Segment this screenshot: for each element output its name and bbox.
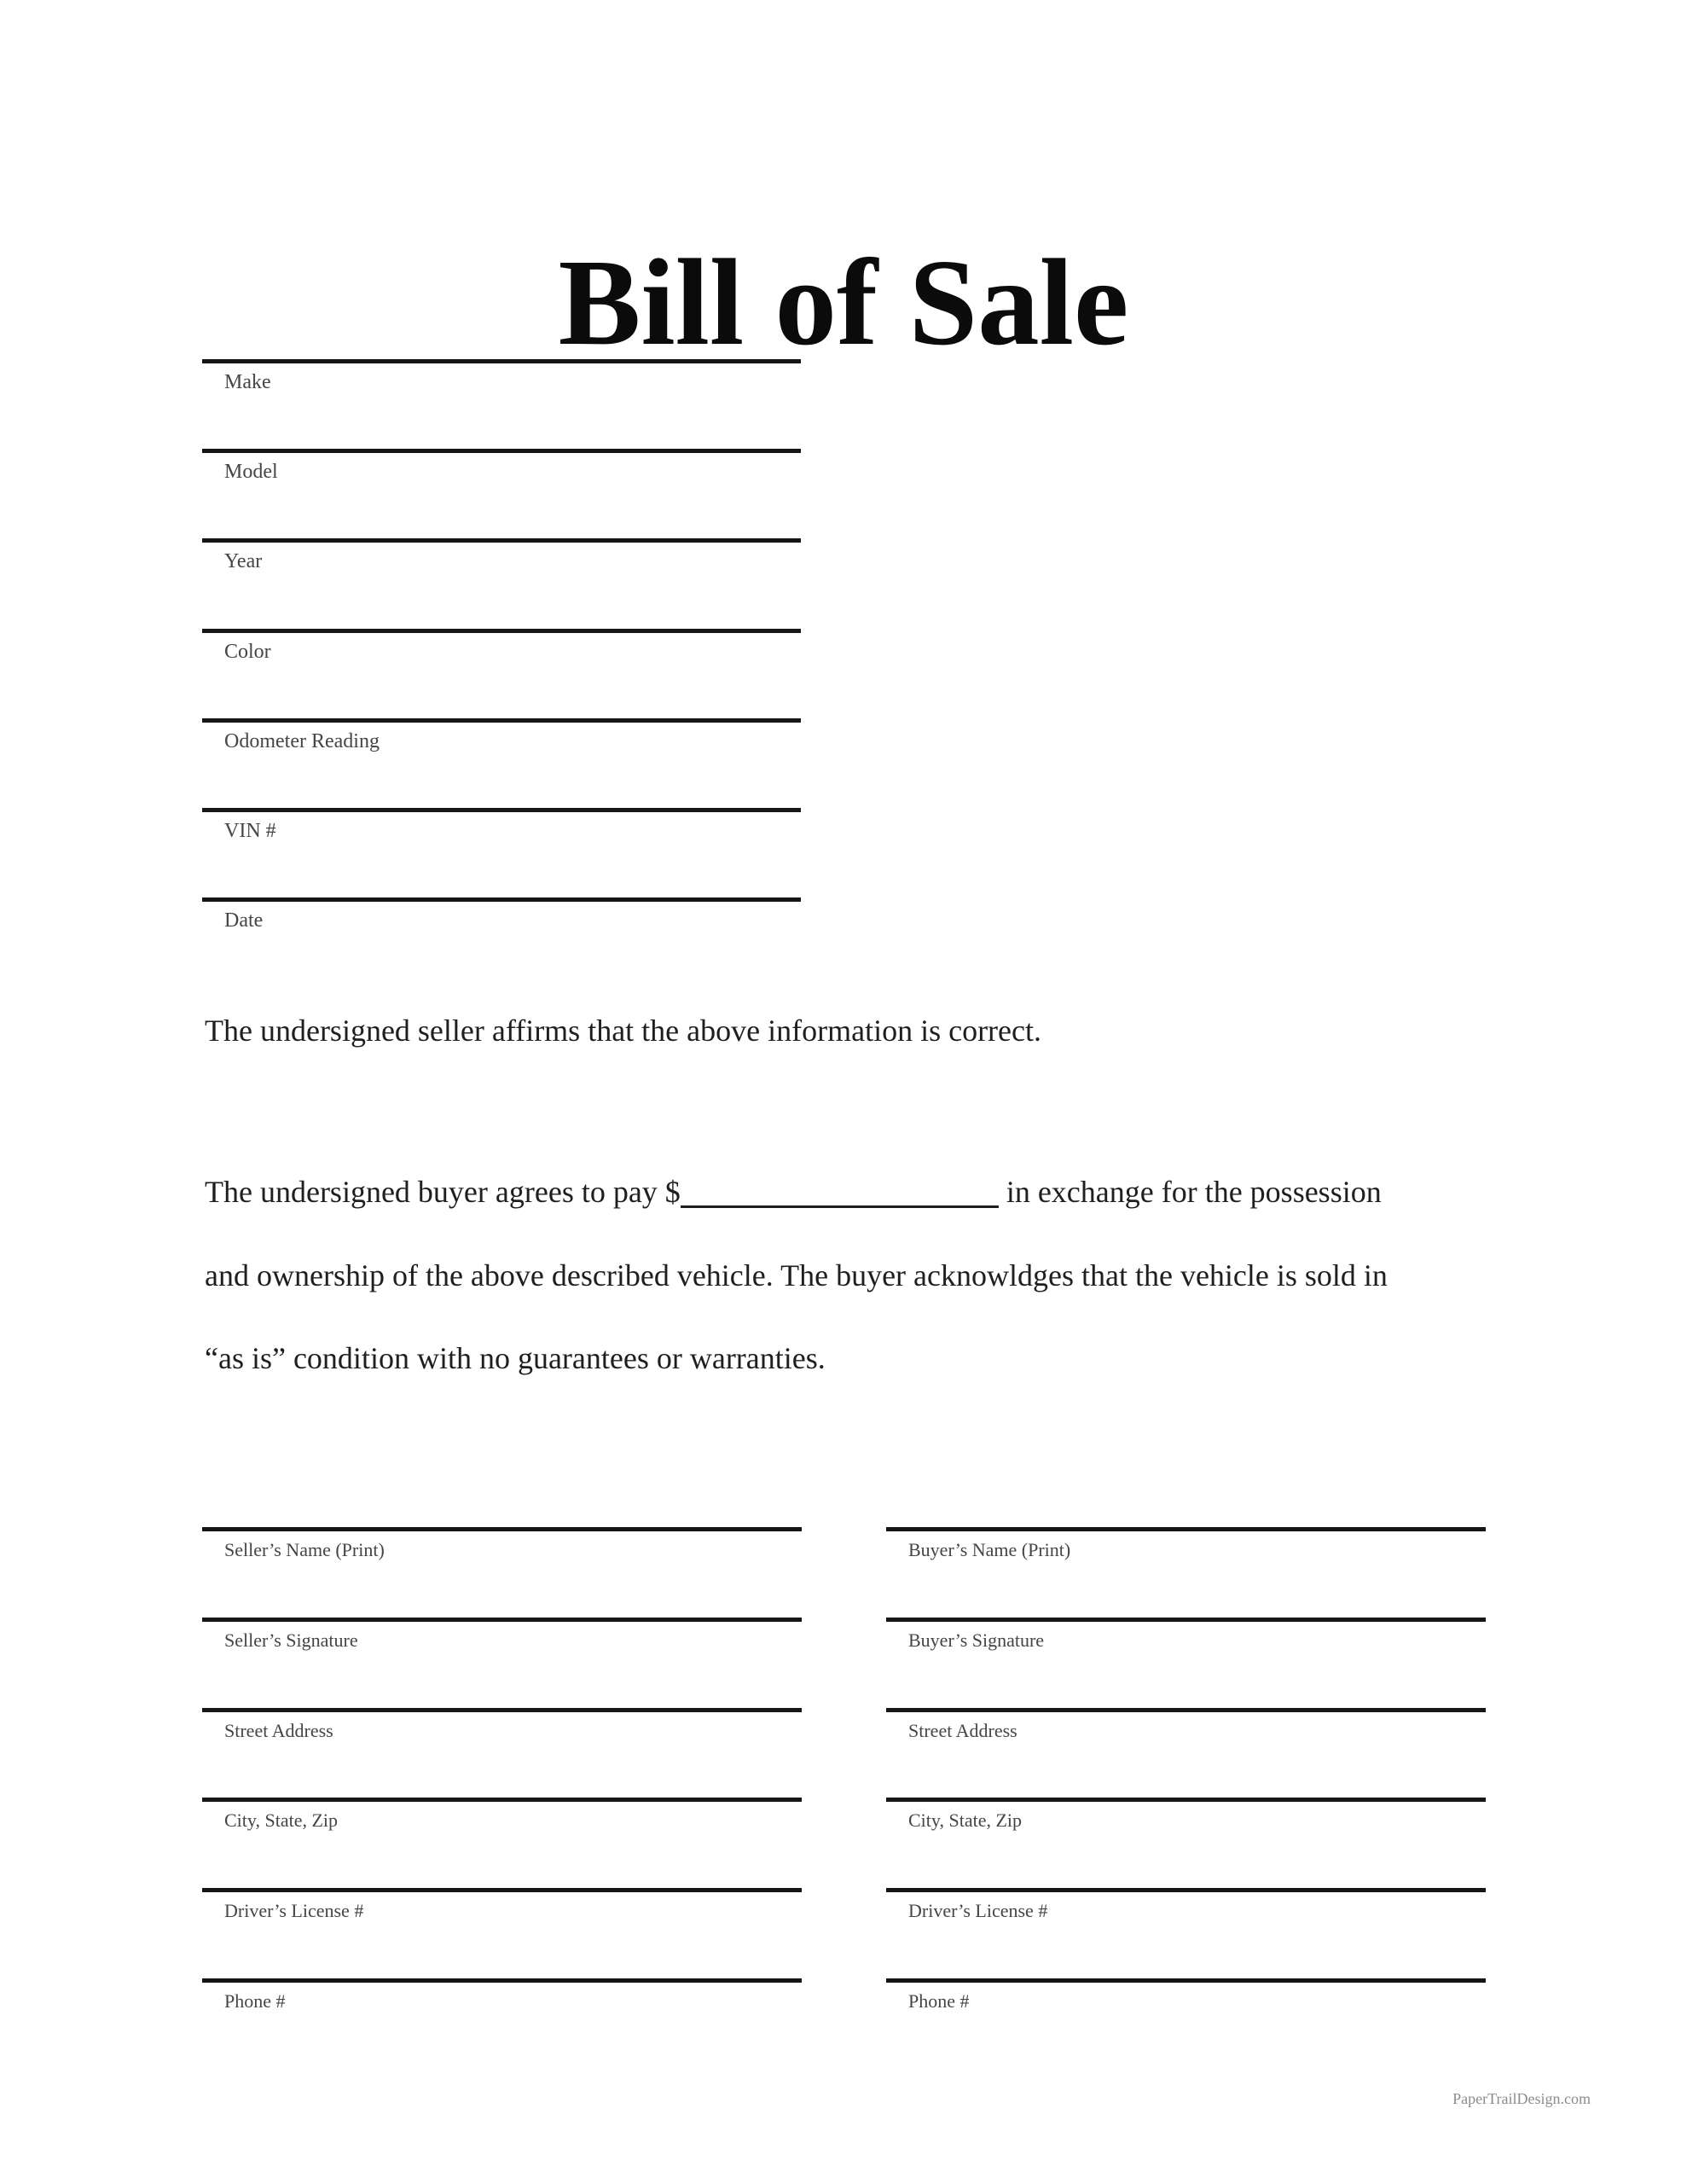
buyer-signature-write-area[interactable] [886, 1543, 1486, 1618]
footer-credit: PaperTrailDesign.com [1452, 2090, 1591, 2107]
seller-drivers-license-write-area[interactable] [202, 1814, 802, 1889]
buyer-drivers-license-write-area[interactable] [886, 1814, 1486, 1889]
seller-city-state-zip-label: City, State, Zip [224, 1809, 339, 1831]
buyer-signature-label: Buyer’s Signature [908, 1629, 1045, 1651]
year-write-area[interactable] [202, 464, 801, 539]
vin-write-area[interactable] [202, 734, 801, 809]
field-color-label: Color [224, 641, 271, 663]
buyer-drivers-license-label: Driver’s License # [908, 1900, 1048, 1921]
buyer-street-address-write-area[interactable] [886, 1634, 1486, 1709]
seller-signature-write-area[interactable] [202, 1543, 802, 1618]
document-title: Bill of Sale [558, 235, 1129, 372]
seller-name-label: Seller’s Name (Print) [224, 1539, 385, 1560]
field-date-label: Date [224, 909, 264, 932]
seller-signature-label: Seller’s Signature [224, 1629, 358, 1651]
buyer-agreement-text-after-amount: in exchange for the possession [998, 1175, 1382, 1209]
buyer-city-state-zip-label: City, State, Zip [908, 1809, 1023, 1831]
seller-street-address-label: Street Address [224, 1720, 333, 1741]
model-write-area[interactable] [202, 375, 801, 450]
buyer-street-address-label: Street Address [908, 1720, 1017, 1741]
sale-amount-blank[interactable] [681, 1197, 999, 1208]
buyer-agreement-text-before-amount: The undersigned buyer agrees to pay $ [205, 1175, 681, 1209]
seller-city-state-zip-write-area[interactable] [202, 1723, 802, 1798]
buyer-agreement-line2: and ownership of the above described vehicle. The buyer acknowldges that the vehicle is sold in [205, 1258, 1388, 1292]
seller-phone-field [202, 1978, 802, 2013]
seller-phone-label: Phone # [224, 1990, 286, 2012]
date-write-area[interactable] [202, 823, 801, 898]
buyer-name-label: Buyer’s Name (Print) [908, 1539, 1071, 1560]
seller-street-address-write-area[interactable] [202, 1634, 802, 1709]
field-vin-label: VIN # [224, 820, 276, 842]
color-write-area[interactable] [202, 555, 801, 630]
buyer-phone-field [886, 1978, 1486, 2013]
buyer-phone-write-area[interactable] [886, 1904, 1486, 1979]
seller-drivers-license-label: Driver’s License # [224, 1900, 364, 1921]
field-make-label: Make [224, 371, 271, 393]
buyer-phone-label: Phone # [908, 1990, 970, 2012]
buyer-city-state-zip-write-area[interactable] [886, 1723, 1486, 1798]
seller-phone-write-area[interactable] [202, 1904, 802, 1979]
make-write-area[interactable] [202, 285, 801, 360]
buyer-name-write-area[interactable] [886, 1453, 1486, 1528]
buyer-agreement-line3: “as is” condition with no guarantees or warranties. [205, 1341, 826, 1375]
odometer-write-area[interactable] [202, 644, 801, 719]
seller-name-write-area[interactable] [202, 1453, 802, 1528]
seller-affirmation-text: The undersigned seller affirms that the above information is correct. [205, 1014, 1041, 1048]
field-date [202, 897, 801, 932]
buyer-agreement-line1 [205, 1176, 1382, 1208]
field-odometer-label: Odometer Reading [224, 730, 380, 752]
field-year-label: Year [224, 550, 263, 572]
field-model-label: Model [224, 461, 278, 483]
